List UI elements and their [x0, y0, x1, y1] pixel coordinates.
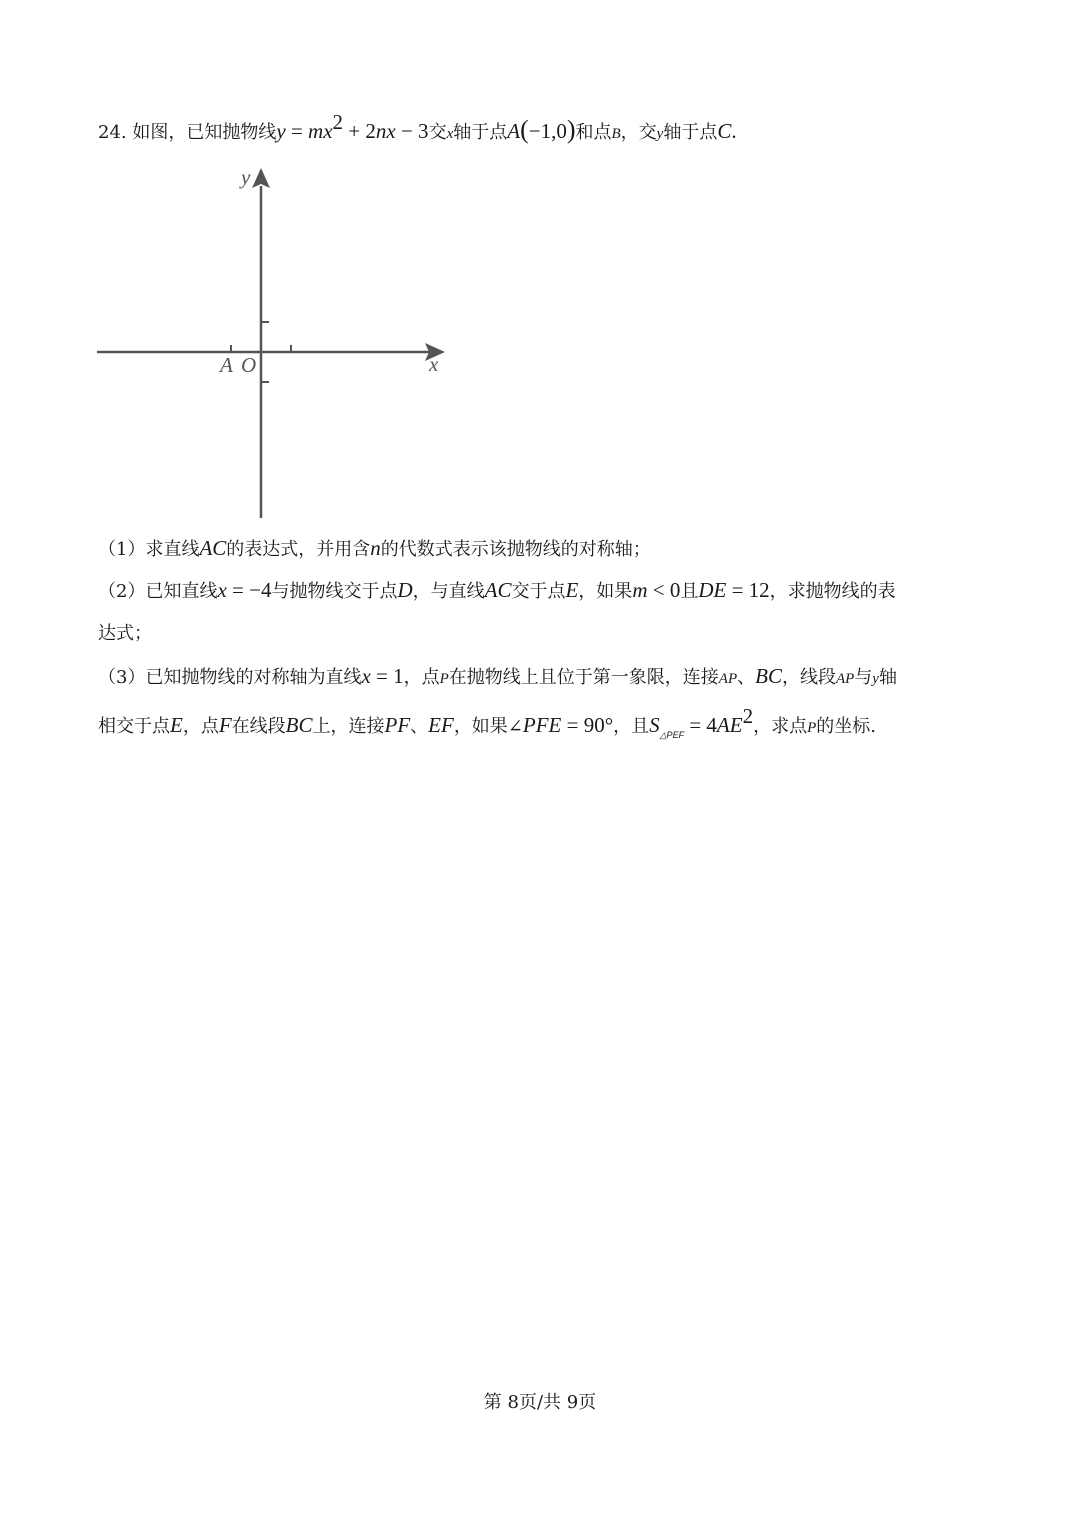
part-3-cont: 相交于点E，点F在线段BC上，连接PF、EF，如果∠PFE = 90°，且$S_{\triangle PEF} = 4AE^2$，求点P的坐标. [98, 704, 876, 740]
coordinate-axes-figure [95, 162, 455, 522]
label-o: O [241, 353, 257, 377]
question-number: 24. [98, 122, 127, 143]
part-3: （3）已知抛物线的对称轴为直线x = 1，点P在抛物线上且位于第一象限，连接AP、BC，线段AP与y轴 [98, 664, 897, 688]
part-1: （1）求直线AC的表达式，并用含n的代数式表示该抛物线的对称轴； [98, 536, 651, 560]
point-b: B [611, 126, 621, 142]
y-axis-arrow [252, 168, 270, 188]
point-a: A [507, 119, 521, 143]
point-c: C [717, 119, 732, 143]
part-2-cont: 达式； [98, 623, 152, 644]
equation-y: y [276, 119, 286, 143]
label-y: y [241, 165, 251, 189]
label-x: x [429, 352, 439, 376]
part-2: （2）已知直线x = −4与抛物线交于点D，与直线AC交于点E，如果m < 0且DE = 12，求抛物线的表 [98, 578, 896, 602]
question-stem: 24. 如图，已知抛物线$y = mx^2 + 2nx - 3$交x轴于点A(−1,0)和点B，交y轴于点C. [98, 110, 737, 144]
label-a: A [220, 353, 233, 377]
page-footer: 第 8页/共 9页 [483, 1392, 597, 1413]
